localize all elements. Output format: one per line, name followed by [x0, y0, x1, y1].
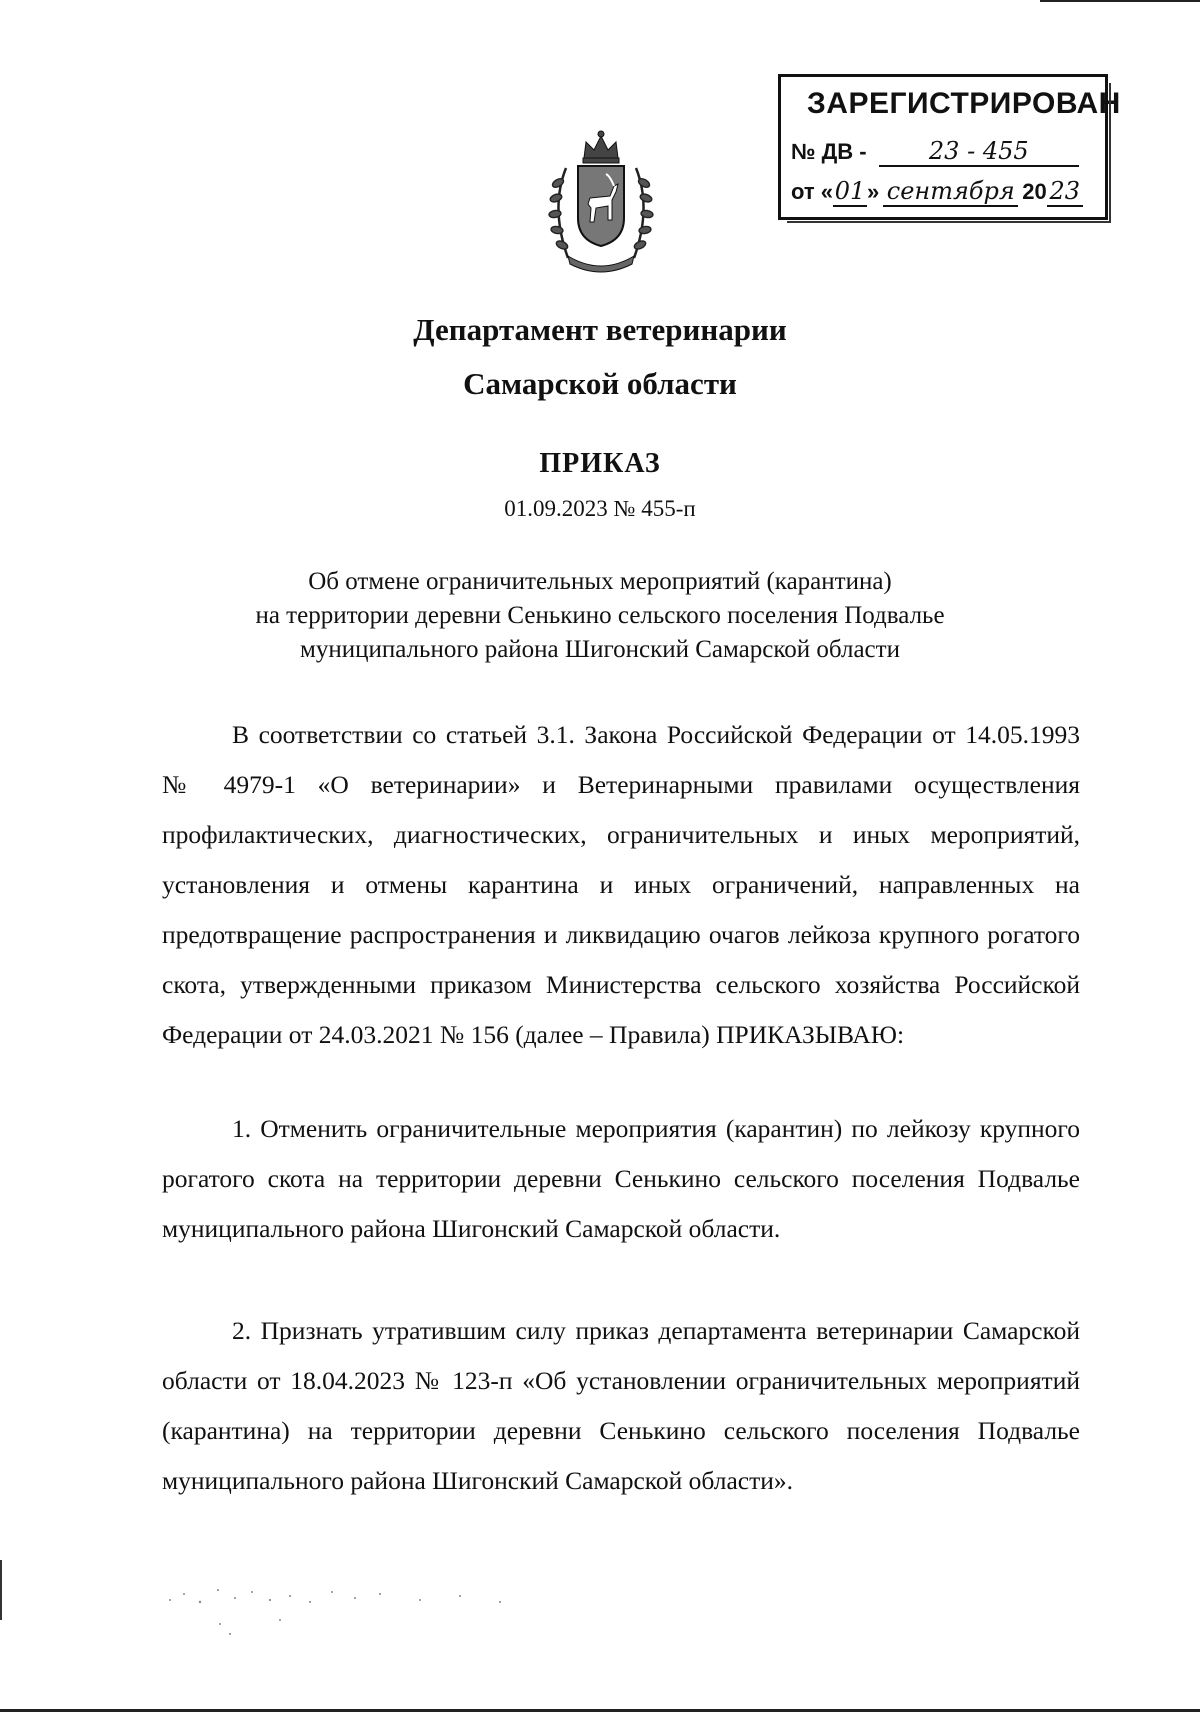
registration-stamp: [778, 74, 1121, 220]
subject-line3: муниципального района Шигонский Самарской области: [300, 636, 900, 663]
order-date-number: 01.09.2023 № 455-п: [504, 496, 696, 521]
department-name-line1: Департамент ветеринарии: [413, 312, 787, 347]
stamp-title: ЗАРЕГИСТРИРОВАН: [807, 87, 1121, 120]
scan-noise-specks: [160, 1580, 580, 1650]
stamp-date-year-suffix: 23: [1047, 177, 1083, 207]
stamp-date-mid: »: [867, 179, 880, 204]
scan-edge-left: [0, 1560, 2, 1620]
stamp-date-day: 01: [834, 177, 866, 205]
body-paragraph-item-2: 2. Признать утратившим силу приказ департамента ветеринарии Самарской области от 18.04.2023 № 123-п «Об установлении ограничительных мероприятий (карантина) на территории деревни Сенькино сельского поселения Подвалье муниципального района Шигонский Самарской области».: [162, 1316, 1080, 1495]
stamp-date-prefix: от «: [791, 179, 834, 204]
body-paragraph-item-1: 1. Отменить ограничительные мероприятия (карантин) по лейкозу крупного рогатого скота на территории деревни Сенькино сельского поселения Подвалье муниципального района Шигонский Самарской области.: [162, 1114, 1080, 1243]
stamp-number-label: № ДВ -: [791, 139, 867, 164]
stamp-number-value: 23 - 455: [879, 137, 1079, 167]
department-name-line2: Самарской области: [463, 366, 737, 401]
stamp-date-year-prefix: 20: [1022, 179, 1047, 204]
stamp-date-row: [791, 177, 1083, 207]
scan-edge-bottom: [0, 1709, 1200, 1712]
stamp-number-row: [791, 137, 1079, 167]
subject-line2: на территории деревни Сенькино сельского поселения Подвалье: [255, 602, 945, 629]
order-title: ПРИКАЗ: [539, 448, 661, 479]
subject-line1: Об отмене ограничительных мероприятий (карантина): [308, 568, 892, 595]
stamp-date-month: сентября: [883, 177, 1018, 207]
body-paragraph-preamble: В соответствии со статьей 3.1. Закона Российской Федерации от 14.05.1993 № 4979-1 «О ветеринарии» и Ветеринарными правилами осуществления профилактических, диагностических, ограничительных и иных мероприятий, установления и отмены карантина и иных ограничений, направленных на предотвращение распространения и ликвидацию очагов лейкоза крупного рогатого скота, утвержденными приказом Министерства сельского хозяйства Российской Федерации от 24.03.2021 № 156 (далее – Правила) ПРИКАЗЫВАЮ:: [162, 720, 1080, 1049]
scan-edge-top: [1040, 0, 1200, 2]
coat-of-arms-icon: [546, 128, 656, 276]
